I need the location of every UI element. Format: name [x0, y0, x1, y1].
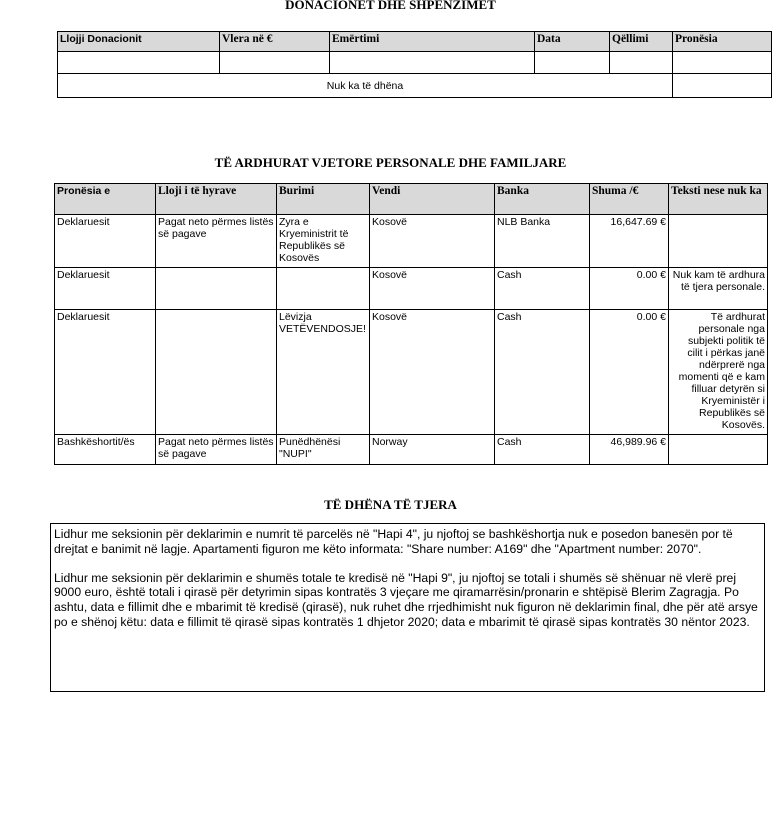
table-cell: Pagat neto përmes listës së pagave [156, 435, 277, 465]
table-cell: Të ardhurat personale nga subjekti politik të cilit i përkas janë ndërprerë nga momenti që e kam filluar detyrën si Kryeministër i Republikës së Kosovës. [669, 310, 768, 435]
table-cell: Cash [495, 435, 590, 465]
donations-table [57, 31, 772, 98]
col-header: Llojji Donacionit [58, 32, 220, 52]
table-cell: Lëvizja VETËVENDOSJE! [277, 310, 370, 435]
table-row [55, 435, 768, 465]
col-header: Pronësia e [55, 184, 156, 215]
table-cell [673, 52, 772, 74]
empty-message: Nuk ka të dhëna [58, 74, 673, 98]
table-cell: 16,647.69 € [590, 215, 669, 268]
table-row [58, 74, 772, 98]
table-cell: Zyra e Kryeministrit të Republikës së Kosovës [277, 215, 370, 268]
table-row [55, 215, 768, 268]
table-cell: Pagat neto përmes listës së pagave [156, 215, 277, 268]
donations-title: DONACIONET DHE SHPENZIMET [285, 0, 496, 12]
income-table [54, 183, 768, 465]
col-header: Vlera në € [220, 32, 330, 52]
table-cell: Kosovë [370, 215, 495, 268]
table-cell: Punëdhënësi "NUPI" [277, 435, 370, 465]
donations-header-row [58, 32, 772, 52]
table-row [55, 310, 768, 435]
table-cell: Nuk kam të ardhura të tjera personale. [669, 268, 768, 310]
other-notes-box [50, 523, 765, 692]
table-cell: Cash [495, 310, 590, 435]
income-header-row [55, 184, 768, 215]
table-cell: Deklaruesit [55, 268, 156, 310]
table-cell: 0.00 € [590, 268, 669, 310]
col-header: Qëllimi [610, 32, 673, 52]
col-header: Lloji i të hyrave [156, 184, 277, 215]
table-cell: Norway [370, 435, 495, 465]
table-cell [58, 52, 220, 74]
table-cell [220, 52, 330, 74]
other-title: TË DHËNA TË TJERA [324, 497, 457, 512]
table-row [55, 268, 768, 310]
table-cell [330, 52, 535, 74]
table-cell: Bashkëshortit/ës [55, 435, 156, 465]
table-cell: Kosovë [370, 310, 495, 435]
table-cell [277, 268, 370, 310]
table-cell: NLB Banka [495, 215, 590, 268]
note-paragraph: Lidhur me seksionin për deklarimin e shumës totale te kredisë në "Hapi 9", ju njoftoj se totali i shumës së shënuar në vlerë prej 9000 euro, është totali i qirasë për detyrimin sipas kontratës 3 vjeçare me qiramarrësin/pronarin e shtëpisë Blerim Zagragja. Po ashtu, data e fillimit dhe e mbarimit të kredisë (qirasë), nuk ruhet dhe rrjedhimisht nuk figuron në deklarimin final, dhe për atë arsye po e shënoj këtu: data e fillimit të qirasë sipas kontratës 1 dhjetor 2020; data e mbarimit të qirasë sipas kontratës 30 nëntor 2023. [54, 570, 758, 629]
table-cell: Cash [495, 268, 590, 310]
col-header: Banka [495, 184, 590, 215]
col-header: Teksti nese nuk ka [669, 184, 768, 215]
table-cell: Deklaruesit [55, 310, 156, 435]
col-header: Burimi [277, 184, 370, 215]
table-cell [669, 215, 768, 268]
table-cell [610, 52, 673, 74]
table-cell [673, 74, 772, 98]
table-cell [669, 435, 768, 465]
col-header: Data [535, 32, 610, 52]
table-cell: 46,989.96 € [590, 435, 669, 465]
table-row [58, 52, 772, 74]
col-header: Emërtimi [330, 32, 535, 52]
table-cell [535, 52, 610, 74]
table-cell: Kosovë [370, 268, 495, 310]
income-title: TË ARDHURAT VJETORE PERSONALE DHE FAMILJARE [214, 155, 567, 170]
table-cell [156, 310, 277, 435]
col-header: Vendi [370, 184, 495, 215]
table-cell: 0.00 € [590, 310, 669, 435]
note-paragraph: Lidhur me seksionin për deklarimin e numrit të parcelës në "Hapi 4", ju njoftoj se bashkëshortja nuk e posedon banesën por të drejtat e banimit në lagje. Apartamenti figuron me këto informata: "Share number: A169" dhe "Apartment number: 2070". [54, 527, 733, 556]
table-cell [156, 268, 277, 310]
col-header: Pronësia [673, 32, 772, 52]
col-header: Shuma /€ [590, 184, 669, 215]
table-cell: Deklaruesit [55, 215, 156, 268]
